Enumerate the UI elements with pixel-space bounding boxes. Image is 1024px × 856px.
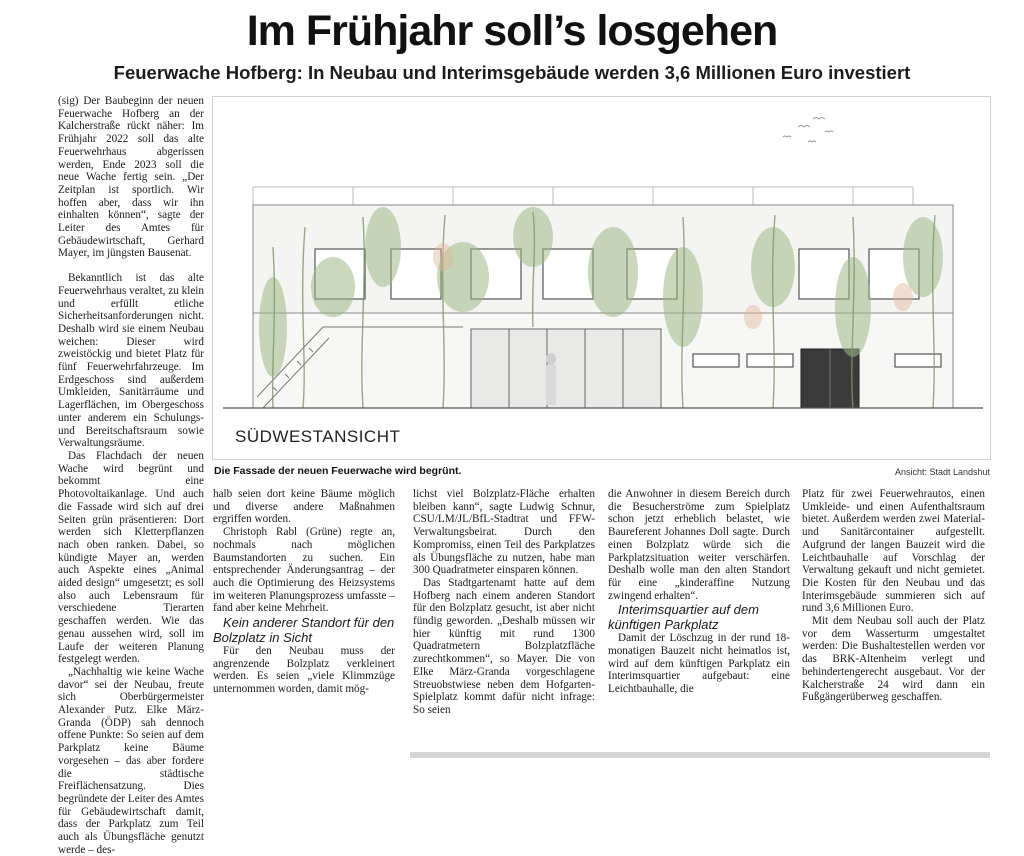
photo-credit: Ansicht: Stadt Landshut	[894, 467, 990, 477]
paragraph: Bekanntlich ist das alte Feuerwehrhaus veraltet, zu klein und erfüllt etliche Sicherheitsanforderungen nicht. Deshalb wird sie einem Neubau weichen: Dieser wird zweistöckig und bietet Platz für fünf Feuerwehrfahrzeuge. Im Erdgeschoss sind außerdem Umkleiden, Sanitärräume und Lagerflächen, im Obergeschoss unter anderem ein Schulungs- und Bereitschaftsraum sowie Verwaltungsräume.	[58, 272, 205, 450]
figure-caption: Die Fassade der neuen Feuerwache wird begrünt.	[214, 465, 462, 477]
section-subheading: Kein anderer Standort für den Bolzplatz in Sicht	[213, 615, 395, 646]
bottom-rule	[410, 752, 990, 758]
article-column-1	[58, 95, 204, 856]
paragraph: Das Stadtgartenamt hatte auf dem Hofberg nach einem anderen Standort für den Bolzplatz gesucht, ist aber nicht fündig geworden. „Deshalb müssen wir hier künftig mit rund 1300 Quadratmetern Bolzplatzfläche zurechtkommen“, so Mayer. Die von Elke März-Granda vorgeschlagene Streuobstwiese neben dem Hofgarten-Spielplatz kommt dafür nicht infrage: So seien	[413, 576, 595, 716]
paragraph: Damit der Löschzug in der rund 18-monatigen Bauzeit nicht heimatlos ist, wird auf dem künftigen Parkplatz ein Interimsquartier aufgebaut: eine Leichtbauhalle, die	[608, 632, 790, 696]
paragraph: Mit dem Neubau soll auch der Platz vor dem Wasserturm umgestaltet werden: Die Bushaltestellen werden vor das BRK-Altenheim verlegt und behindertengerecht ausgebaut. Vor der Kalcherstraße 24 wird dann ein Fußgängerüberweg geschaffen.	[802, 615, 985, 704]
paragraph: die Anwohner in diesem Bereich durch die Besucherströme zum Spielplatz schon jetzt erheblich belastet, wie Baureferent Johannes Doll sagte. Durch einen Bolzplatz würde sich die Parkplatzsituation weiter verschärfen. Deshalb wolle man den alten Standort für eine „kinderaffine Nutzung zwingend erhalten“.	[608, 488, 790, 602]
paragraph: „Nachhaltig wie keine Wache davor“ sei der Neubau, freute sich Oberbürgermeister Alexander Putz. Elke März-Granda (ÖDP) sah dennoch offene Punkte: So seien auf dem Parkplatz keine Bäume vorgesehen – das aber fordere die städtische Freiflächensatzung. Dies begründete der Leiter des Amtes für Gebäudewirtschaft damit, dass der Parkplatz zum Teil auch als Übungsfläche genutzt werde – des-	[58, 665, 204, 856]
article-column-4	[608, 488, 790, 696]
headline: Im Frühjahr soll’s losgehen	[246, 7, 778, 55]
paragraph: Platz für zwei Feuerwehrautos, einen Umkleide- und einen Aufenthaltsraum bietet. Außerdem werden zwei Material- und Sanitärcontainer aufgestellt. Aufgrund der langen Bauzeit wird die Leichtbauhalle auf Vorschlag der Verwaltung gekauft und nicht gemietet. Die Kosten für den Neubau und das Interimsgebäude summieren sich auf rund 3,6 Millionen Euro.	[802, 488, 985, 615]
subheadline: Feuerwache Hofberg: In Neubau und Interimsgebäude werden 3,6 Millionen Euro investiert	[113, 62, 911, 83]
paragraph: Das Flachdach der neuen Wache wird begrünt und bekommt eine Photovoltaikanlage. Und auch die Fassade wird sich auf drei Seiten grün präsentieren: Dort werden sich Kletterpflanzen nach oben ranken. Dabei, so kündigte Mayer an, werden auch Aspekte eines „Animal aided design“ umgesetzt; es soll also auch Lebensraum für verschiedene Tierarten geschaffen werden. Wie das genau aussehen wird, soll im Laufe der weiteren Planung festgelegt werden.	[58, 449, 204, 666]
facade-illustration	[212, 96, 991, 460]
article-column-3	[413, 488, 595, 717]
paragraph: Christoph Rabl (Grüne) regte an, nochmals nach möglichen Baumstandorten zu suchen. Ein entsprechender Änderungsantrag – der auch die Optimierung des Heizsystems im weiteren Planungsprozess umfasste – fand aber keine Mehrheit.	[213, 526, 395, 615]
paragraph: (sig) Der Baubeginn der neuen Feuerwache Hofberg an der Kalcherstraße rückt näher: Im Frühjahr 2022 soll das alte Feuerwehrhaus abgerissen werden, Ende 2023 soll die neue Wache fertig sein. „Der Zeitplan ist sportlich. Wir hoffen aber, dass wir ihn einhalten können“, sagte der Leiter des Amtes für Gebäudewirtschaft, Gerhard Mayer, im jüngsten Bausenat.	[58, 95, 204, 260]
article-column-2	[213, 488, 395, 696]
article-column-5	[802, 488, 985, 704]
paragraph: lichst viel Bolzplatz-Fläche erhalten bleiben kann“, sagte Ludwig Schnur, CSU/LM/JL/BfL-Stadtrat und FFW-Verwaltungsbeirat. Durch den Kompromiss, einen Teil des Parkplatzes als Übungsfläche zu nutzen, habe man 300 Quadratmeter einsparen können.	[413, 488, 595, 577]
view-label: SÜDWESTANSICHT	[235, 427, 401, 446]
birds-icon	[783, 118, 833, 143]
paragraph: Für den Neubau muss der angrenzende Bolzplatz verkleinert werden. Es seien „viele Klimmzüge unternommen worden, damit mög-	[213, 645, 395, 696]
section-subheading: Interimsquartier auf dem künftigen Parkplatz	[608, 602, 759, 633]
building-drawing	[213, 97, 990, 459]
paragraph: halb seien dort keine Bäume möglich und diverse andere Maßnahmen ergriffen worden.	[213, 488, 395, 526]
